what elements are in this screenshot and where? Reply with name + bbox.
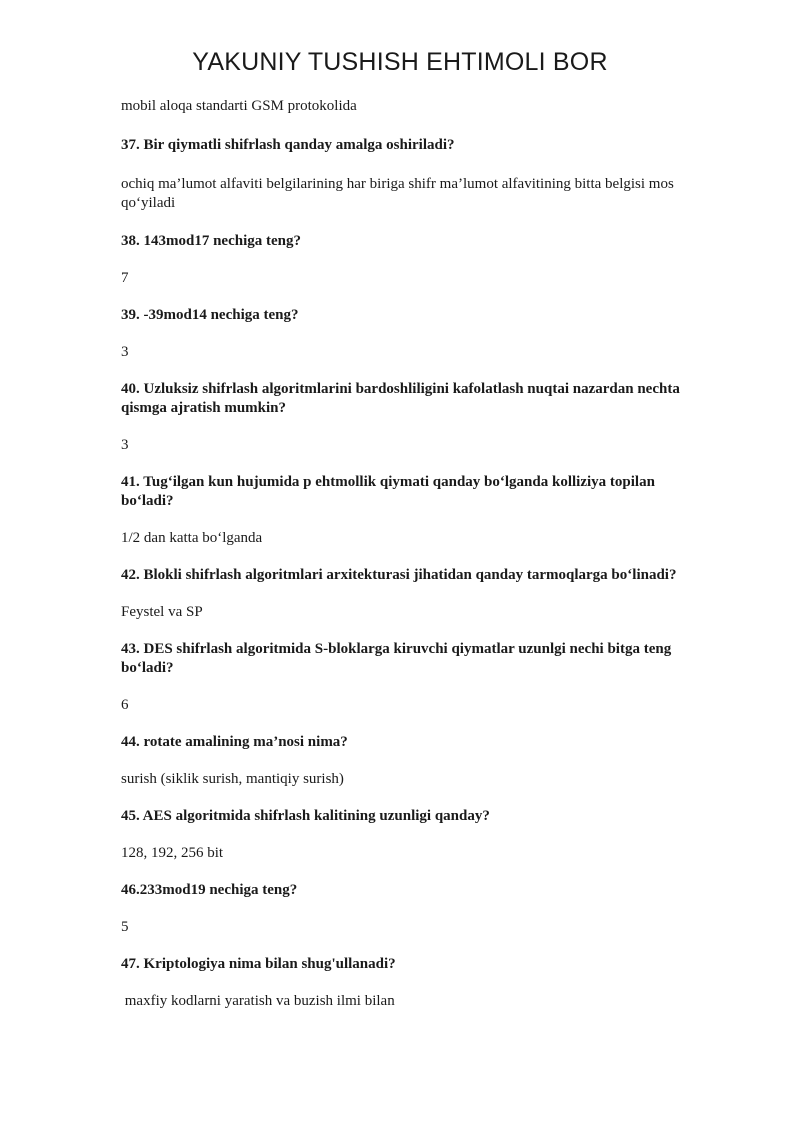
question-44: 44. rotate amalining ma’nosi nima? <box>121 734 348 750</box>
qa-item-46 <box>121 881 681 937</box>
question-42: 42. Blokli shifrlash algoritmlari arxitekturasi jihatidan qanday tarmoqlarga bo‘linadi? <box>121 567 677 583</box>
intro-answer: mobil aloqa standarti GSM protokolida <box>121 98 357 114</box>
qa-item-44 <box>121 733 681 789</box>
qa-item-47 <box>121 955 681 1011</box>
answer-41: 1/2 dan katta bo‘lganda <box>121 530 263 546</box>
question-46: 46.233mod19 nechiga teng? <box>121 882 298 898</box>
qa-item-42 <box>121 566 681 622</box>
question-43: 43. DES shifrlash algoritmida S-bloklarga kiruvchi qiymatlar uzunlgi nechi bitga teng bo‘ladi? <box>121 641 672 676</box>
answer-45: 128, 192, 256 bit <box>121 845 224 861</box>
qa-item-43 <box>121 640 681 715</box>
question-37: 37. Bir qiymatli shifrlash qanday amalga oshiriladi? <box>121 137 455 153</box>
qa-item-40 <box>121 380 681 455</box>
question-41: 41. Tug‘ilgan kun hujumida p ehtmollik qiymati qanday bo‘lganda kolliziya topilan bo‘ladi? <box>121 474 655 509</box>
question-39: 39. -39mod14 nechiga teng? <box>121 307 299 323</box>
qa-item-41 <box>121 473 681 548</box>
answer-43: 6 <box>121 697 129 713</box>
qa-item-38 <box>121 232 681 288</box>
qa-item-39 <box>121 306 681 362</box>
answer-38: 7 <box>121 270 129 286</box>
answer-37: ochiq ma’lumot alfaviti belgilarining har biriga shifr ma’lumot alfavitining bitta belgisi mos qo‘yiladi <box>121 176 674 211</box>
answer-40: 3 <box>121 437 129 453</box>
answer-47: maxfiy kodlarni yaratish va buzish ilmi bilan <box>121 993 395 1009</box>
document-body <box>121 97 681 1011</box>
answer-39: 3 <box>121 344 129 360</box>
question-45: 45. AES algoritmida shifrlash kalitining uzunligi qanday? <box>121 808 490 824</box>
question-38: 38. 143mod17 nechiga teng? <box>121 233 301 249</box>
question-40: 40. Uzluksiz shifrlash algoritmlarini bardoshliligini kafolatlash nuqtai nazardan nechta qismga ajratish mumkin? <box>121 381 680 416</box>
qa-item-37 <box>121 136 681 213</box>
page-title: YAKUNIY TUSHISH EHTIMOLI BOR <box>192 48 608 76</box>
answer-46: 5 <box>121 919 129 935</box>
qa-item-45 <box>121 807 681 863</box>
answer-42: Feystel va SP <box>121 604 203 620</box>
answer-44: surish (siklik surish, mantiqiy surish) <box>121 771 344 787</box>
question-47: 47. Kriptologiya nima bilan shug'ullanadi? <box>121 956 396 972</box>
